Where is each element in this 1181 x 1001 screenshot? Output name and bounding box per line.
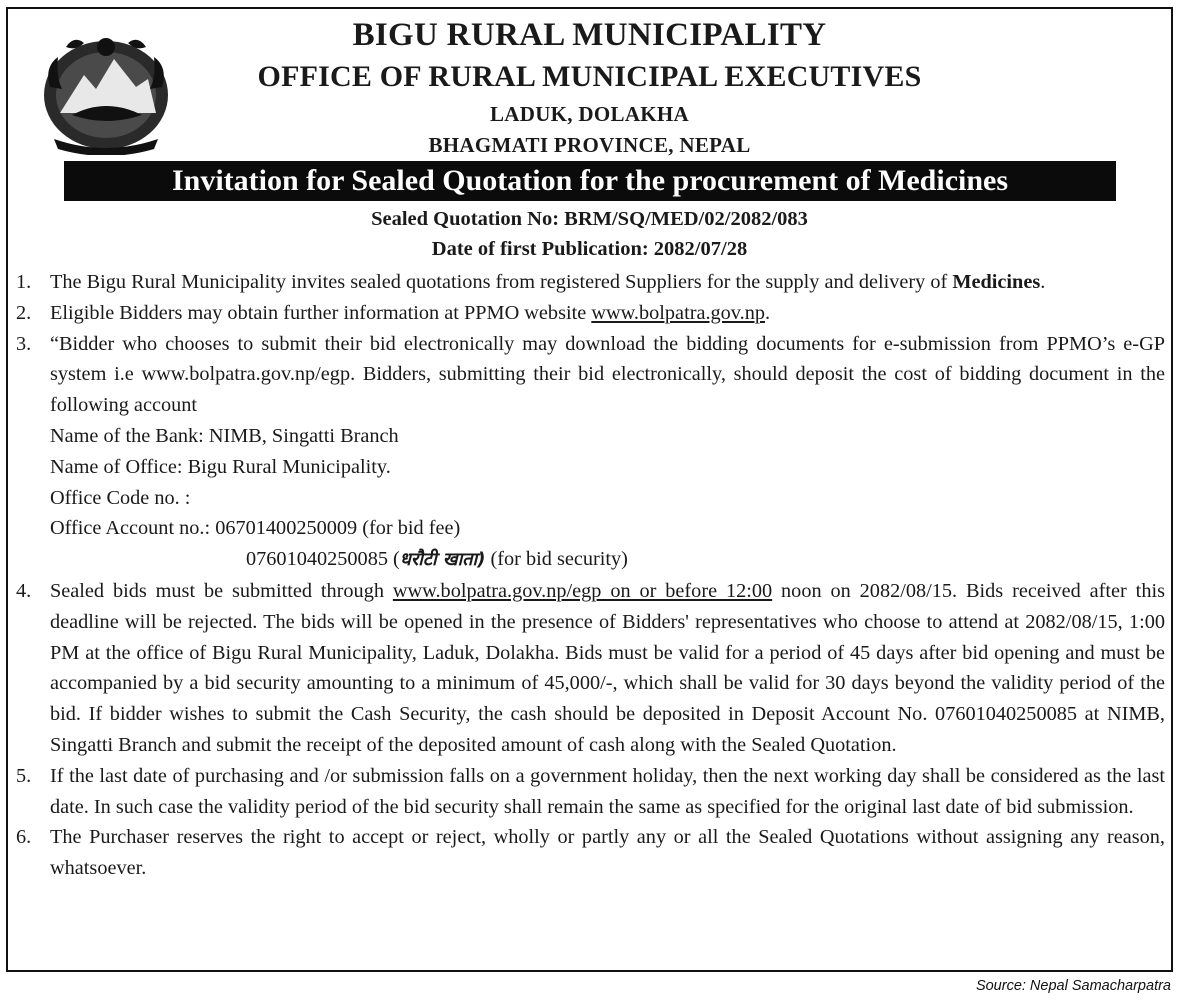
notice-item-6 bbox=[16, 822, 1165, 884]
notice-frame bbox=[6, 7, 1173, 972]
item-5-text: If the last date of purchasing and /or submission falls on a government holiday, then the next working day shall be considered as the last date. In such case the validity period of the bid security shall remain the same as specified for the original last date of bid submission. bbox=[50, 764, 1165, 818]
item-1-bold: Medicines bbox=[952, 271, 1041, 293]
notice-item-5 bbox=[16, 761, 1165, 823]
bank-name: Name of the Bank: NIMB, Singatti Branch bbox=[50, 424, 399, 447]
location-line: LADUK, DOLAKHA bbox=[489, 102, 690, 126]
item-number: 4. bbox=[16, 579, 32, 602]
source-credit: Source: Nepal Samacharpatra bbox=[975, 978, 1171, 994]
notice-item-4 bbox=[16, 576, 1165, 761]
notice-banner: Invitation for Sealed Quotation for the procurement of Medicines bbox=[64, 161, 1116, 201]
account-2-number: 07601040250085 ( bbox=[246, 548, 400, 571]
item-number: 5. bbox=[16, 764, 32, 787]
item-4-text-b: noon on 2082/08/15. Bids received after this deadline will be rejected. The bids will be opened in the presence of Bidders' representatives who choose to attend at 2082/08/15, 1:00 PM at the office of Bigu Rural Municipality, Laduk, Dolakha. Bids must be valid for a period of 45 days after bid opening and must be accompanied by a bid security amounting to a minimum of 45,000/-, which shall be valid for 30 days beyond the validity period of the bid. If bidder wishes to submit the Cash Security, the cash should be deposited in Deposit Account No. 07601040250085 at NIMB, Singatti Branch and submit the receipt of the deposited amount of cash along with the Sealed Quotation. bbox=[50, 579, 1165, 756]
quotation-number: Sealed Quotation No: BRM/SQ/MED/02/2082/083 bbox=[371, 208, 808, 230]
item-1-end: . bbox=[1040, 271, 1046, 293]
ppmo-website-link[interactable]: www.bolpatra.gov.np bbox=[591, 301, 765, 324]
account-2-nepali: धरौटी खाता) bbox=[399, 549, 486, 571]
account-bid-security bbox=[50, 544, 1165, 576]
item-6-text: The Purchaser reserves the right to accept or reject, wholly or partly any or all the Sealed Quotations without assigning any reason, whatsoever. bbox=[50, 826, 1165, 880]
item-2-end: . bbox=[764, 301, 771, 324]
province-line: BHAGMATI PROVINCE, NEPAL bbox=[428, 133, 751, 157]
office-code: Office Code no. : bbox=[50, 486, 191, 509]
office-name: Name of Office: Bigu Rural Municipality. bbox=[50, 455, 391, 478]
item-number: 6. bbox=[16, 826, 32, 849]
item-3-text: “Bidder who chooses to submit their bid electronically may download the bidding documents for e-submission from PPMO’s e-GP system i.e www.bolpatra.gov.np/egp. Bidders, submitting their bid electronically, should deposit the cost of bidding document in the following account bbox=[50, 332, 1165, 417]
account-bid-fee: Office Account no.: 06701400250009 (for bid fee) bbox=[50, 517, 461, 540]
notice-items bbox=[16, 267, 1165, 884]
item-number: 1. bbox=[16, 271, 32, 293]
notice-item-2 bbox=[16, 298, 1165, 329]
notice-item-1 bbox=[16, 267, 1165, 298]
office-title: OFFICE OF RURAL MUNICIPAL EXECUTIVES bbox=[257, 60, 922, 93]
item-1-text: The Bigu Rural Municipality invites sealed quotations from registered Suppliers for the supply and delivery of bbox=[50, 271, 948, 293]
notice-item-3 bbox=[16, 329, 1165, 576]
publication-date: Date of first Publication: 2082/07/28 bbox=[431, 238, 748, 260]
item-number: 2. bbox=[16, 301, 32, 324]
item-2-text: Eligible Bidders may obtain further information at PPMO website bbox=[50, 301, 592, 324]
egp-link[interactable]: www.bolpatra.gov.np/egp on or before 12:00 bbox=[392, 579, 773, 602]
item-4-text-a: Sealed bids must be submitted through bbox=[50, 579, 393, 602]
item-number: 3. bbox=[16, 332, 32, 355]
municipality-title: BIGU RURAL MUNICIPALITY bbox=[352, 17, 827, 53]
account-2-purpose: (for bid security) bbox=[485, 548, 628, 571]
